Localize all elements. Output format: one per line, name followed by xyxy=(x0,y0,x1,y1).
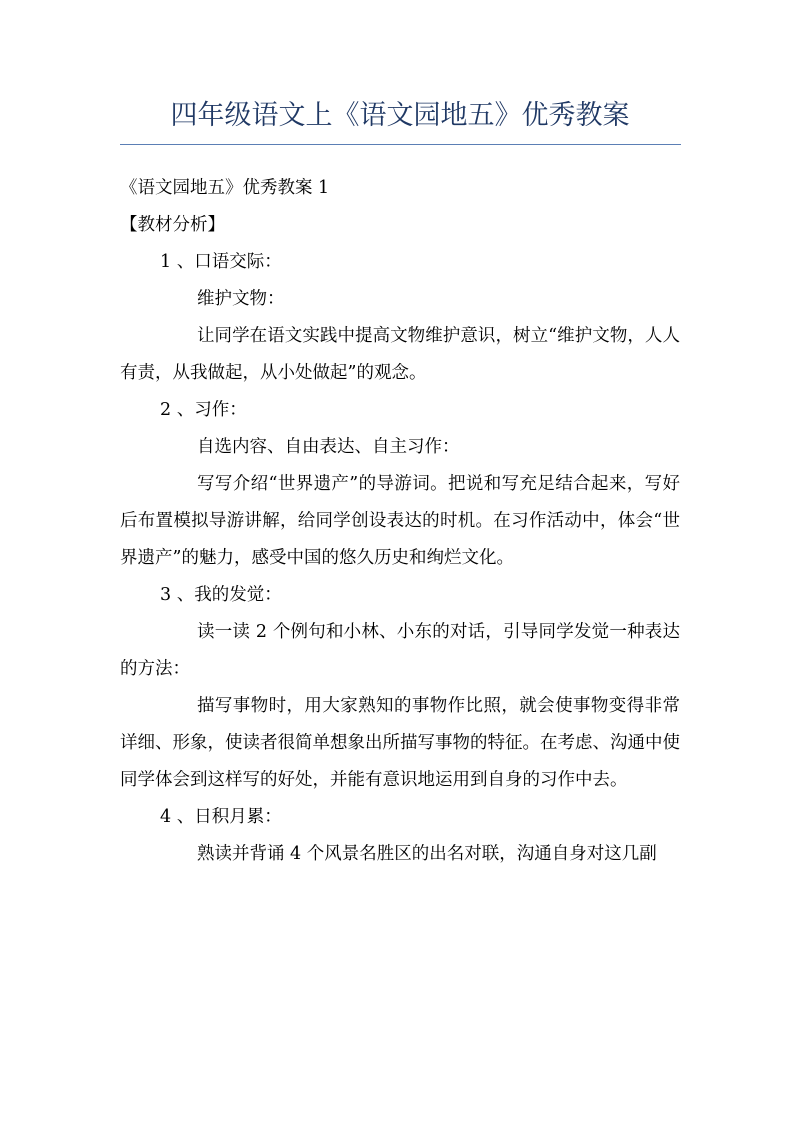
section-heading: 【教材分析】 xyxy=(120,215,225,235)
item-1-heading: 1 、口语交际： xyxy=(160,252,282,272)
subtitle: 《语文园地五》优秀教案 1 xyxy=(120,178,330,198)
item-1-sub: 维护文物： xyxy=(197,289,285,309)
item-2-sub: 自选内容、自由表达、自主习作： xyxy=(197,437,460,457)
item-3-paragraph-1: 读一读 2 个例句和小林、小东的对话，引导同学发觉一种表达的方法： xyxy=(120,622,680,679)
item-3-heading: 3 、我的发觉： xyxy=(160,585,282,605)
item-2-paragraph: 写写介绍“世界遗产”的导游词。把说和写充足结合起来，写好后布置模拟导游讲解，给同学创设表达的时机。在习作活动中，体会“世界遗产”的魅力，感受中国的悠久历史和绚烂文化。 xyxy=(120,474,680,568)
item-4-heading: 4 、日积月累： xyxy=(160,807,282,827)
item-1-paragraph: 让同学在语文实践中提高文物维护意识，树立“维护文物，人人有责，从我做起，从小处做起”的观念。 xyxy=(120,326,680,383)
document-body xyxy=(120,170,680,873)
item-2-heading: 2 、习作： xyxy=(160,400,247,420)
title-underline xyxy=(120,144,681,145)
item-3-paragraph-2: 描写事物时，用大家熟知的事物作比照，就会使事物变得非常详细、形象，使读者很简单想象出所描写事物的特征。在考虑、沟通中使同学体会到这样写的好处，并能有意识地运用到自身的习作中去。 xyxy=(120,696,680,790)
item-4-paragraph: 熟读并背诵 4 个风景名胜区的出名对联，沟通自身对这几副 xyxy=(197,844,657,864)
document-title: 四年级语文上《语文园地五》优秀教案 xyxy=(170,100,630,131)
